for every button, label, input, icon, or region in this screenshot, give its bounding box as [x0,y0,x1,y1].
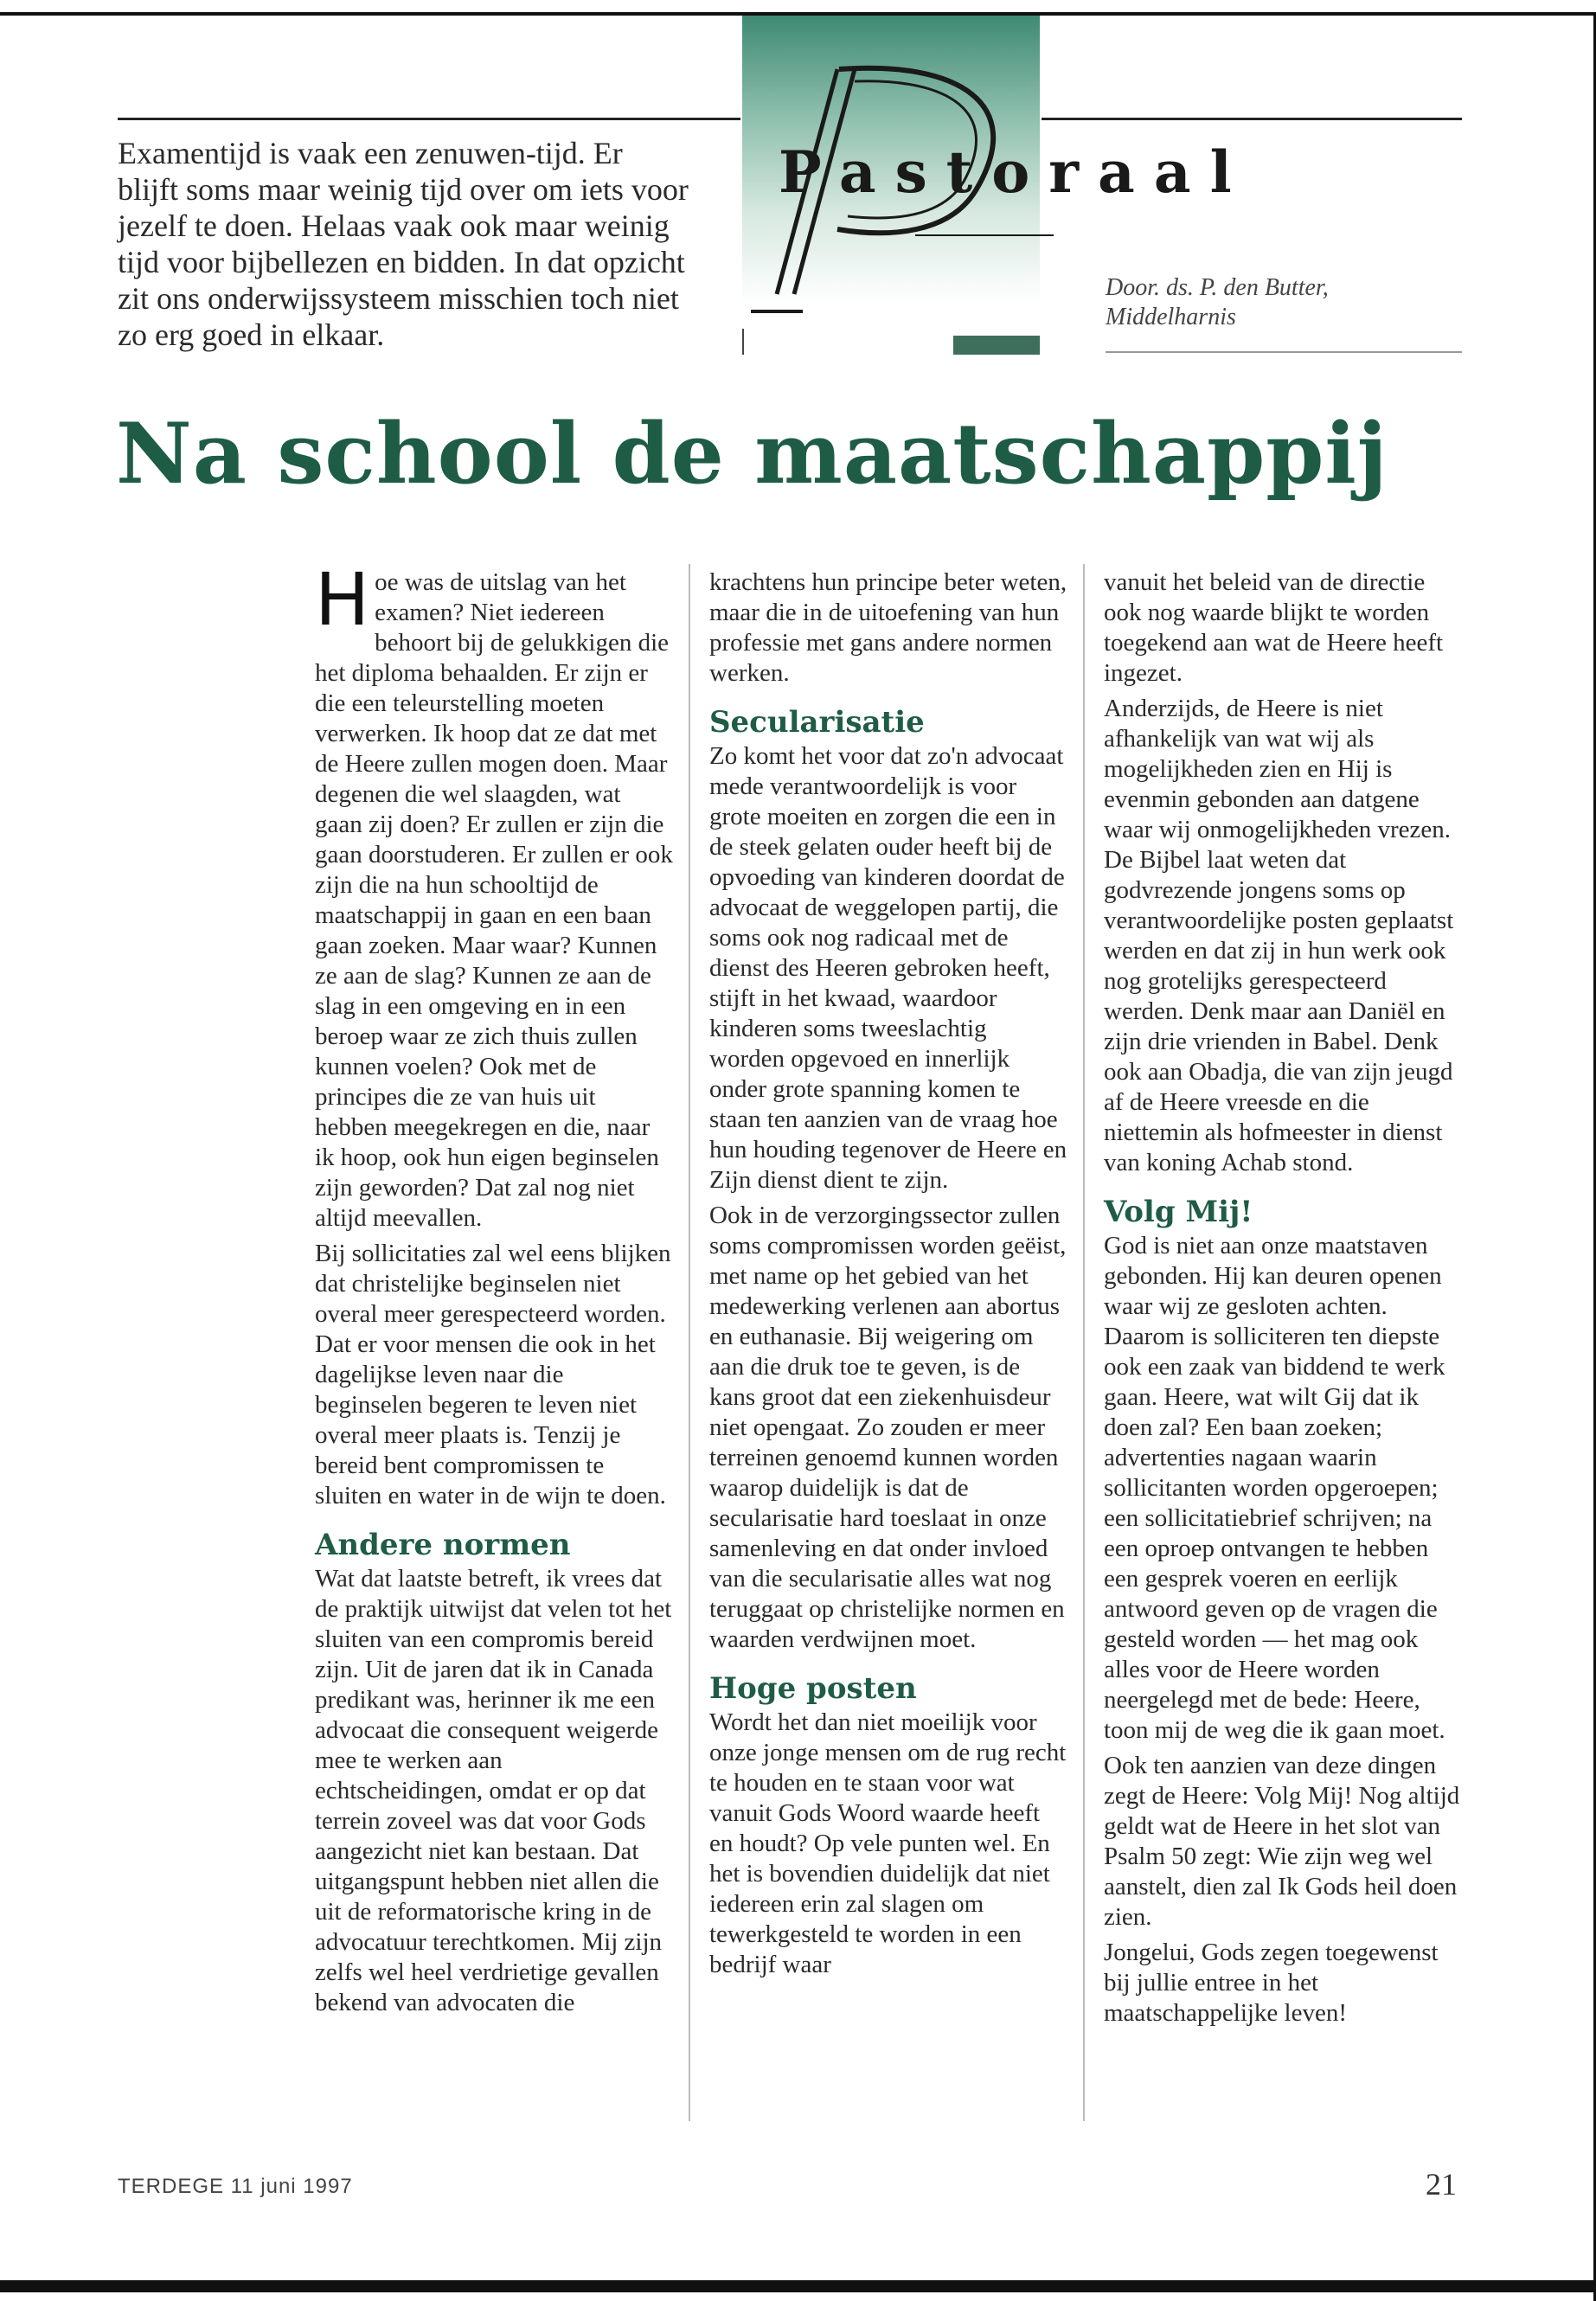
article-title: Na school de maatschappij [116,405,1388,503]
paragraph: vanuit het beleid van de directie ook nog waarde blijkt te worden toegekend aan wat de Heere heeft ingezet. [1104,568,1444,687]
paragraph: Zo komt het voor dat zo'n advocaat mede verantwoordelijk is voor grote moeiten en zorgen die een in de steek gelaten ouder heeft bij de opvoeding van kinderen doordat de advocaat de weggelopen partij, die soms ook nog radicaal met de dienst des Heeren gebroken heeft, stijft in het kwaad, waardoor kinderen soms tweeslachtig worden opgevoed en innerlijk onder grote spanning komen te staan ten aanzien van de vraag hoe hun houding tegenover de Heere en Zijn dienst dient te zijn. [709,742,1067,1194]
paragraph: Jongelui, Gods zegen toegewenst bij jullie entree in het maatschappelijke leven! [1104,1939,1439,2027]
paragraph: Hoe was de uitslag van het examen? Niet iedereen behoort bij de gelukkigen die het diploma behaalden. Er zijn er die een teleurstelling moeten verwerken. Ik hoop dat ze dat met de Heere zullen mogen doen. Maar degenen die wel slaagden, wat gaan zij doen? Er zullen er zijn die gaan doorstuderen. Er zullen er ook zijn die na hun schooltijd de maatschappij in gaan en een baan gaan zoeken. Maar waar? Kunnen ze aan de slag? Kunnen ze aan de slag in een omgeving en in een beroep waar ze zich thuis zullen kunnen voelen? Ook met de principes die ze van huis uit hebben meegekregen en die, naar ik hoop, ook hun eigen beginselen zijn geworden? Dat zal nog niet altijd meevallen. [315,557,673,1232]
page-border-bottom [0,2280,1596,2292]
paragraph: God is niet aan onze maatstaven gebonden. Hij kan deuren openen waar wij ze gesloten achten. Daarom is solliciteren ten diepste ook een zaak van biddend te werk gaan. Heere, wat wilt Gij dat ik doen zal? Een baan zoeken; advertenties nagaan waarin sollicitanten worden opgeroepen; een sollicitatiebrief schrijven; na een oproep ontvangen te hebben een gesprek voeren en eerlijk antwoord geven op de vragen die gesteld worden — het mag ook alles voor de Heere worden neergelegd met de bede: Heere, toon mij de weg die ik gaan moet. [1104,1232,1445,1744]
paragraph: Ook in de verzorgingssector zullen soms compromissen worden geëist, met name op het gebied van het medewerking verlenen aan abortus en euthanasie. Bij weigering om aan die druk toe te geven, is de kans groot dat een ziekenhuisdeur niet opengaat. Zo zouden er meer terreinen genoemd kunnen worden waarop duidelijk is dat de secularisatie hard toeslaat in onze samenleving en dat onder invloed van die secularisatie alles wat nog teruggaat op christelijke normen en waarden verdwijnen moet. [709,1202,1067,1653]
paragraph: Anderzijds, de Heere is niet afhankelijk van wat wij als mogelijkheden zien en Hij is evenmin gebonden aan datgene waar wij onmogelijkheden vrezen. De Bijbel laat weten dat godvrezende jongens soms op verantwoordelijke posten geplaatst werden en dat zij in hun werk ook nog grotelijks gerespecteerd werden. Denk maar aan Daniël en zijn drie vrienden in Babel. Denk ook aan Obadja, die van zijn jeugd af de Heere vreesde en die niettemin als hofmeester in dienst van koning Achab stond. [1104,695,1454,1176]
subheading-volg-mij: Volg Mij! [1104,1195,1253,1229]
paragraph: krachtens hun principe beter weten, maar die in de uitoefening van hun professie met gans andere normen werken. [709,568,1067,687]
subheading-secularisatie: Secularisatie [709,705,925,740]
byline-author: Door. ds. P. den Butter, [1106,274,1329,301]
paragraph: Wat dat laatste betreft, ik vrees dat de praktijk uitwijst dat velen tot het sluiten van een compromis bereid zijn. Uit de jaren dat ik in Canada predikant was, herinner ik me een advocaat die consequent weigerde mee te werken aan echtscheidingen, omdat er op dat terrein zoveel was dat voor Gods aangezicht niet kan bestaan. Dat uitgangspunt hebben niet allen die uit de reformatorische kring in de advocatuur terechtkomen. Mij zijn zelfs wel heel verdrietige gevallen bekend van advocaten die [315,1565,672,2016]
paragraph: Bij sollicitaties zal wel eens blijken dat christelijke beginselen niet overal meer gerespecteerd worden. Dat er voor mensen die ook in het dagelijkse leven naar die beginselen begeren te leven niet overal meer plaats is. Tenzij je bereid bent compromissen te sluiten en water in de wijn te doen. [315,1240,671,1509]
column-separator-1 [689,564,690,2121]
section-logo-label: Pastoraal [779,138,1251,206]
header-rule-left [118,118,740,120]
article-column-2 [709,567,1067,1985]
footer-publication: TERDEGE 11 juni 1997 [118,2175,353,2198]
section-logo-stripe [953,336,1040,355]
header-rule-right [1042,118,1462,120]
paragraph: Wordt het dan niet moeilijk voor onze jonge mensen om de rug recht te houden en te staan voor wat vanuit Gods Woord waarde heeft en houdt? Op vele punten wel. En het is bovendien duidelijk dat niet iedereen erin zal slagen om tewerkgesteld te worden in een bedrijf waar [709,1708,1067,1978]
article-column-3 [1104,567,1467,2034]
byline-place: Middelharnis [1106,304,1236,330]
page-number: 21 [1426,2167,1457,2202]
article-column-1 [315,557,673,2023]
subheading-andere-normen: Andere normen [315,1528,571,1562]
byline [1106,273,1329,332]
column-separator-2 [1083,564,1085,2121]
intro-text: Examentijd is vaak een zenuwen-tijd. Er blijft soms maar weinig tijd over om iets voor jezelf te doen. Helaas vaak ook maar weinig tijd voor bijbellezen en bidden. In dat opzicht zit ons onderwijssysteem misschien toch niet zo erg goed in elkaar. [118,136,689,352]
paragraph: Ook ten aanzien van deze dingen zegt de Heere: Volg Mij! Nog altijd geldt wat de Heere in het slot van Psalm 50 zegt: Wie zijn weg wel aanstelt, dien zal Ik Gods heil doen zien. [1104,1752,1460,1931]
subheading-hoge-posten: Hoge posten [709,1671,917,1706]
byline-rule [1106,351,1462,353]
drop-cap: H [315,557,370,642]
